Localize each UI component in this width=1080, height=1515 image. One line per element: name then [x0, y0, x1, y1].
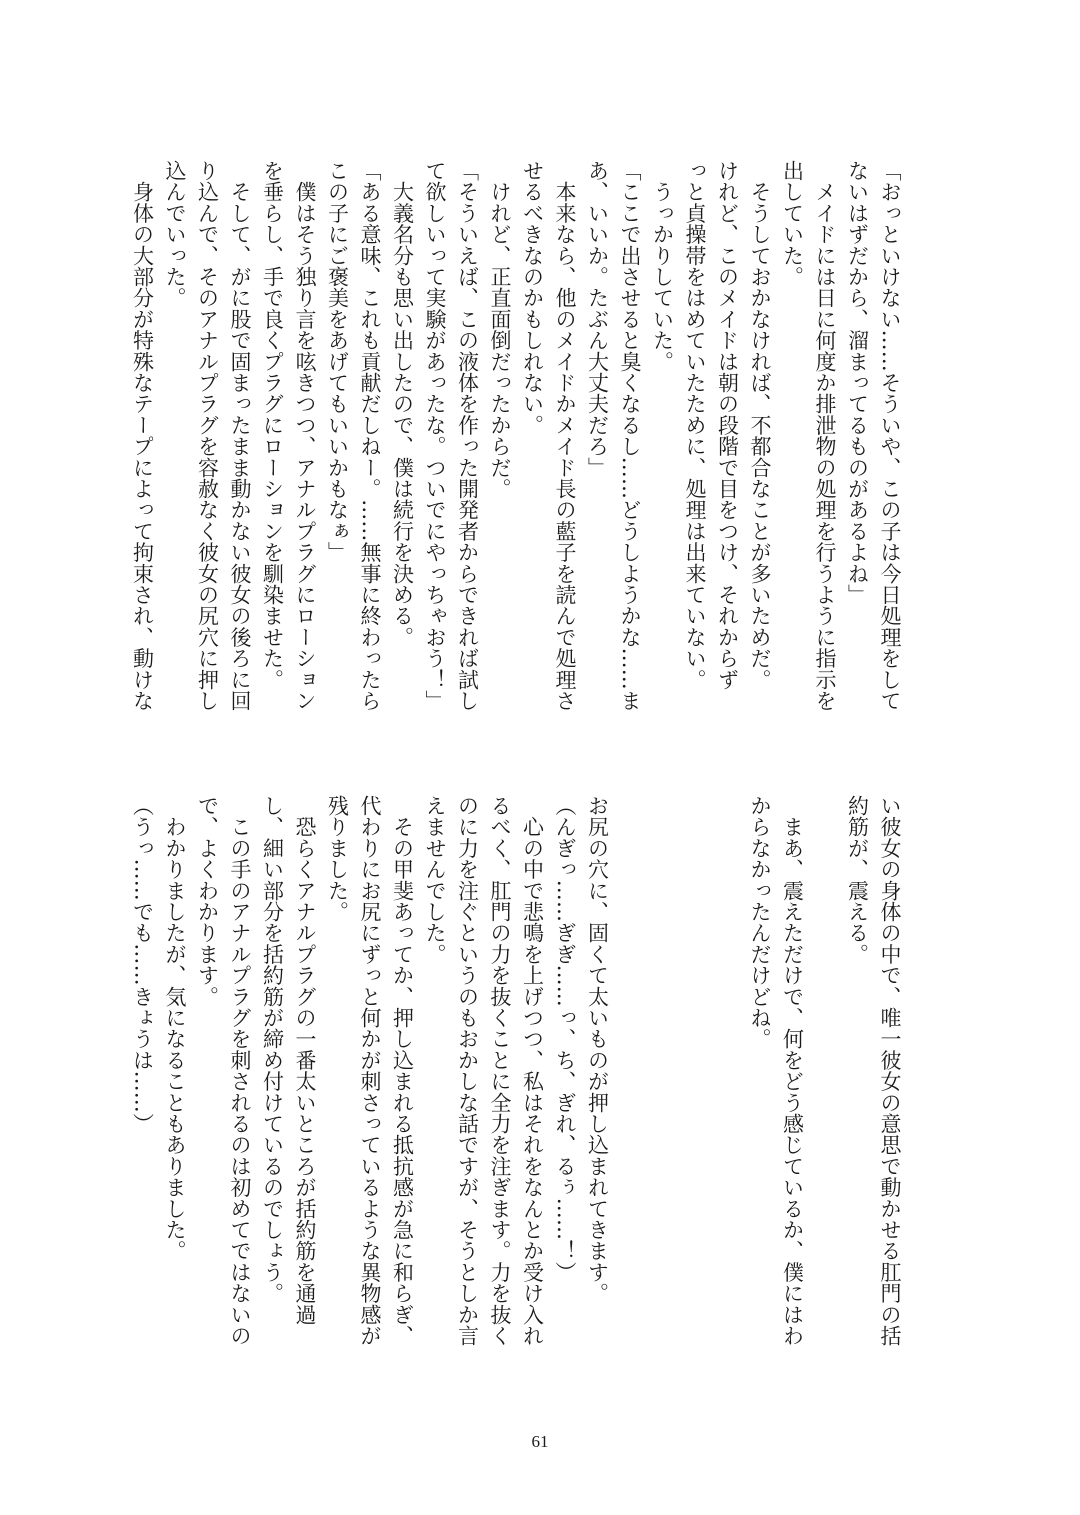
text-line: っと貞操帯をはめていたために、処理は出来ていない。 [683, 160, 707, 690]
text-line: お尻の穴に、固くて太いものが押し込まれてきます。 [585, 795, 610, 1304]
text-line: ないはずだから、溜まってるものがあるよね」 [845, 160, 870, 606]
text-line: て欲しいって実験があったな。ついでにやっちゃおう！」 [423, 160, 447, 712]
upper-text-block [126, 160, 906, 740]
text-line: 僕はそう独り言を呟きつつ、アナルプラグにローション [293, 160, 317, 712]
text-line: 本来なら、他のメイドかメイド長の藍子を読んで処理さ [553, 160, 577, 712]
text-line: わかりましたが、気になることもありました。 [163, 795, 187, 1262]
text-line: 残りました。 [325, 795, 350, 923]
text-line [646, 795, 679, 1415]
text-line: この子にご褒美をあげてもいいかもなぁ」 [325, 160, 350, 563]
text-line: せるべきなのかもしれない。 [520, 160, 545, 436]
text-line: まあ、震えただけで、何をどう感じているか、僕にはわ [780, 795, 805, 1347]
text-line: 恐らくアナルプラグの一番太いところが括約筋を通過 [293, 795, 317, 1325]
text-line: うっかりしていた。 [650, 160, 675, 372]
text-line: （うっ……でも……きょうは……） [130, 795, 155, 1135]
text-line: り込んで、そのアナルプラグを容赦なく彼女の尻穴に押し [195, 160, 220, 712]
text-line: その甲斐あってか、押し込まれる抵抗感が急に和らぎ、 [390, 795, 415, 1347]
text-line: を垂らし、手で良くプラグにローションを馴染ませた。 [260, 160, 285, 690]
text-line [679, 795, 712, 1415]
text-line: 込んでいった。 [163, 160, 187, 309]
text-line: 「そういえば、この液体を作った開発者からできれば試し [455, 160, 480, 712]
text-line: 「おっといけない……そういや、この子は今日処理をして [878, 160, 902, 712]
text-line: そうしておかなければ、不都合なことが多いためだ。 [748, 160, 772, 690]
text-line: で、よくわかります。 [195, 795, 220, 1007]
text-line: この手のアナルプラグを刺されるのは初めてではないの [228, 795, 252, 1347]
text-line: （んぎっ……ぎぎ……っ、ち、ぎれ、るぅ……！） [553, 795, 577, 1283]
text-line: メイドには日に何度か排泄物の処理を行うように指示を [813, 160, 837, 712]
text-line: し、細い部分を括約筋が締め付けているのでしょう。 [260, 795, 285, 1304]
text-line: 身体の大部分が特殊なテープによって拘束され、動けな [130, 160, 155, 712]
text-line [711, 795, 744, 1415]
text-line: のに力を注ぐというのもおかしな話ですが、そうとしか言 [455, 795, 480, 1347]
text-line: るべく、肛門の力を抜くことに全力を注ぎます。力を抜く [488, 795, 512, 1347]
text-line: あ、いいか。たぶん大丈夫だろ」 [585, 160, 610, 478]
text-line: そして、がに股で固まったまま動かない彼女の後ろに回 [228, 160, 252, 712]
text-line [614, 795, 647, 1415]
text-line: 約筋が、震える。 [845, 795, 870, 965]
text-line: 「ここで出させると臭くなるし……どうしようかな……ま [618, 160, 642, 712]
page-number: 61 [531, 1432, 549, 1451]
text-line: 出していた。 [780, 160, 805, 288]
text-line [809, 795, 842, 1415]
lower-text-block [126, 795, 906, 1415]
text-line: 大義名分も思い出したので、僕は続行を決める。 [390, 160, 415, 648]
text-line: からなかったんだけどね。 [748, 795, 772, 1050]
text-line: えませんでした。 [423, 795, 447, 965]
text-line: い彼女の身体の中で、唯一彼女の意思で動かせる肛門の括 [878, 795, 902, 1347]
text-line: けれど、正直面倒だったからだ。 [488, 160, 512, 500]
text-line: 代わりにお尻にずっと何かが刺さっているような異物感が [358, 795, 382, 1347]
text-line: けれど、このメイドは朝の段階で目をつけ、それからず [715, 160, 740, 690]
text-line: 「ある意味、これも貢献だしねー。……無事に終わったら [358, 160, 382, 712]
text-line: 心の中で悲鳴を上げつつ、私はそれをなんとか受け入れ [520, 795, 545, 1347]
